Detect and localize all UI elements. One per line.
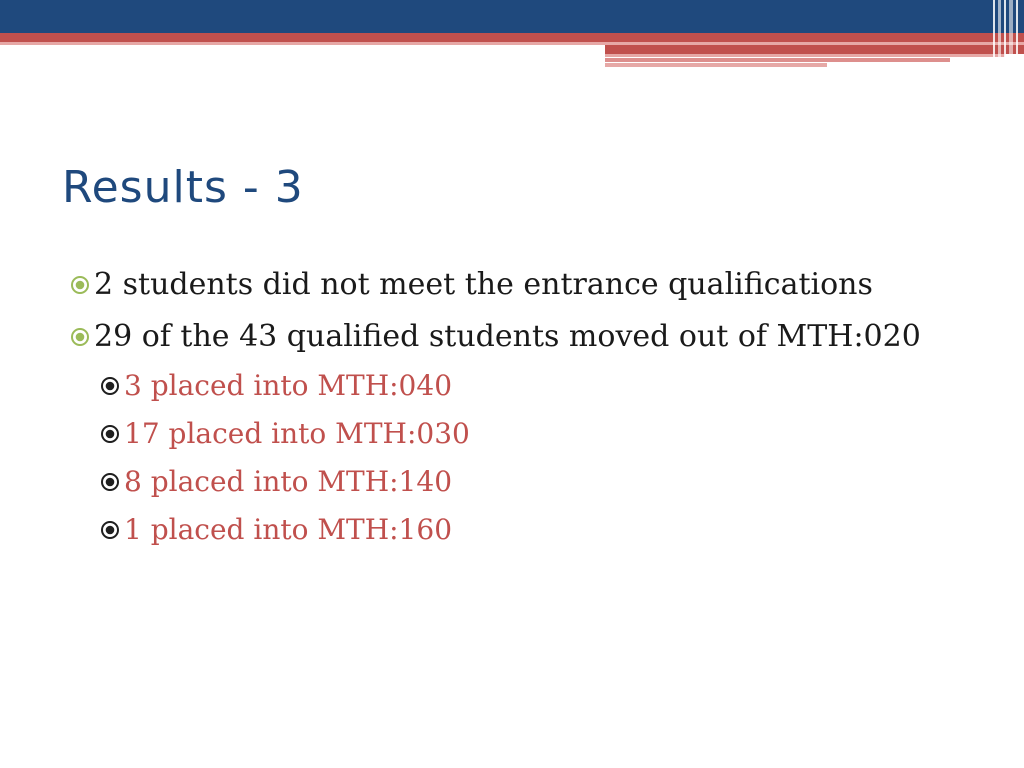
sub-bullet-text: 17 placed into MTH:030	[124, 417, 470, 450]
circle-bullet-icon	[70, 275, 90, 295]
bullet-text: 29 of the 43 qualified students moved out of MTH:020	[94, 319, 921, 354]
sub-bullet-text: 3 placed into MTH:040	[124, 369, 453, 402]
sub-bullet-item	[100, 510, 940, 550]
bullet-item	[70, 314, 940, 360]
circle-bullet-icon	[100, 520, 120, 540]
bullet-item	[70, 262, 940, 308]
circle-bullet-icon	[70, 327, 90, 347]
sub-bullet-item	[100, 462, 940, 502]
sub-bullet-item	[100, 414, 940, 454]
slide-body	[70, 262, 940, 558]
header-decoration	[0, 0, 1024, 75]
circle-bullet-icon	[100, 424, 120, 444]
sub-bullet-text: 1 placed into MTH:160	[124, 513, 453, 546]
circle-bullet-icon	[100, 376, 120, 396]
sub-bullet-text: 8 placed into MTH:140	[124, 465, 453, 498]
circle-bullet-icon	[100, 472, 120, 492]
sub-bullet-item	[100, 366, 940, 406]
bullet-text: 2 students did not meet the entrance qualifications	[94, 267, 873, 302]
slide-title: Results - 3	[62, 162, 304, 213]
